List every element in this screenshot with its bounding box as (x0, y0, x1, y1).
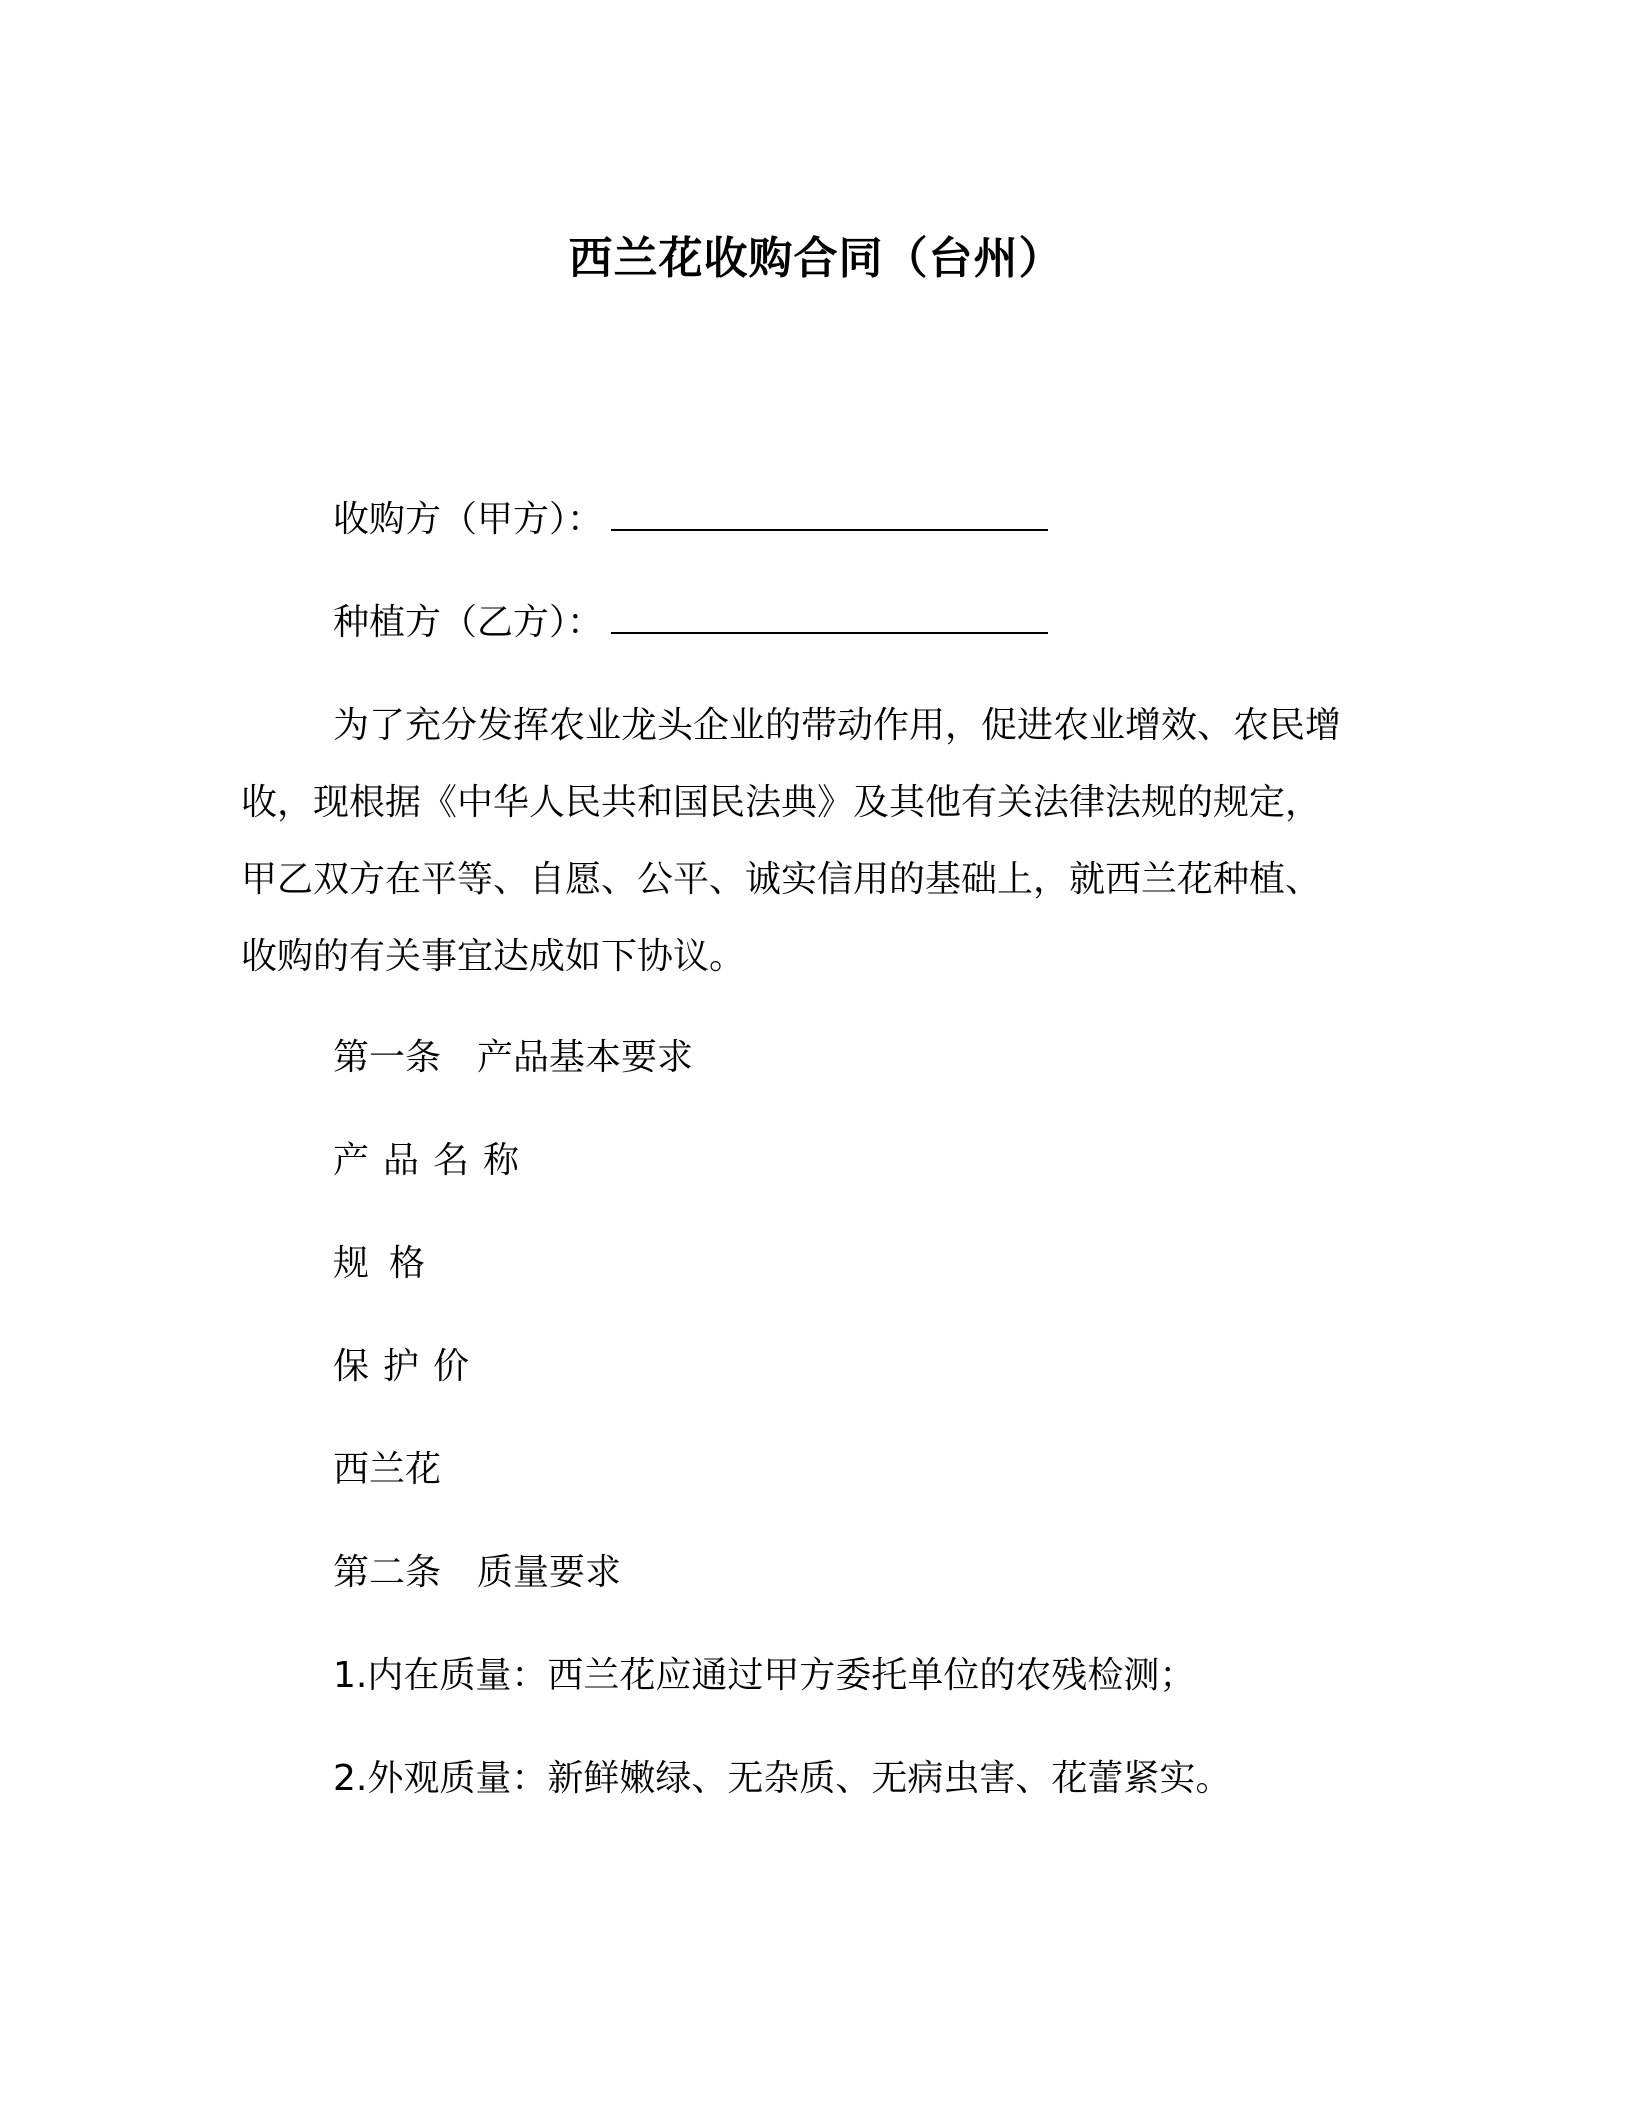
party-b-line (333, 601, 1048, 645)
article-2-number: 第二条 (333, 1552, 442, 1593)
protect-price-label: 保护价 (333, 1346, 484, 1387)
party-b-label: 种植方（乙方）： (333, 602, 604, 643)
article-1-heading (333, 1036, 693, 1080)
preamble-line-3: 甲乙双方在平等、自愿、公平、诚实信用的基础上，就西兰花种植、 (241, 859, 1322, 900)
spec-label: 规格 (333, 1243, 446, 1284)
party-b-blank[interactable] (611, 604, 1048, 634)
product-value: 西兰花 (333, 1449, 442, 1490)
party-a-label: 收购方（甲方）： (333, 499, 604, 540)
article-1-title: 产品基本要求 (477, 1037, 694, 1078)
article-2-title: 质量要求 (477, 1552, 622, 1593)
preamble-line-1: 为了充分发挥农业龙头企业的带动作用，促进农业增效、农民增 (333, 705, 1342, 746)
preamble-line-2: 收，现根据《中华人民共和国民法典》及其他有关法律法规的规定， (241, 782, 1322, 823)
document-title: 西兰花收购合同（台州） (568, 233, 1064, 284)
quality-item-2: 2.外观质量：新鲜嫩绿、无杂质、无病虫害、花蕾紧实。 (333, 1758, 1232, 1799)
product-name-label: 产品名称 (333, 1140, 534, 1181)
article-1-number: 第一条 (333, 1037, 442, 1078)
preamble-line-4: 收购的有关事宜达成如下协议。 (241, 936, 746, 977)
article-2-heading (333, 1551, 621, 1595)
party-a-line (333, 498, 1048, 542)
quality-item-1: 1.内在质量：西兰花应通过甲方委托单位的农残检测； (333, 1655, 1196, 1696)
party-a-blank[interactable] (611, 501, 1048, 531)
